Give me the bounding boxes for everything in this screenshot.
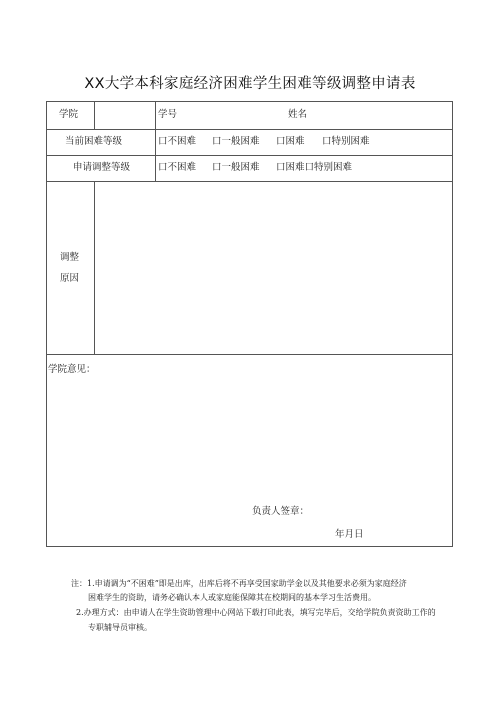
note-line-2: 困难学生的资助，请务必确认本人或家庭能保障其在校期间的基本学习生活费用。 [88, 593, 376, 602]
college-input[interactable] [95, 103, 154, 128]
application-form-table [46, 101, 453, 547]
college-opinion-label: 学院意见： [48, 364, 96, 375]
current-option-special-difficulty[interactable]: 口特别困难 [322, 136, 370, 147]
reason-textarea[interactable] [95, 182, 452, 353]
apply-option-difficult-special[interactable]: 口困难口特别困难 [276, 162, 353, 173]
reason-label-line2: 原因 [60, 273, 80, 284]
name-label: 姓名 [288, 109, 308, 120]
college-label: 学院 [59, 109, 79, 120]
apply-level-label: 申请调整等级 [73, 162, 131, 173]
row-divider [47, 155, 452, 156]
student-id-label: 学号 [158, 109, 178, 120]
col-divider [155, 102, 156, 181]
apply-option-not-difficult[interactable]: 口不困难 [158, 162, 197, 173]
form-title: XX大学本科家庭经济困难学生困难等级调整申请表 [84, 76, 416, 92]
reason-label-line1: 调整 [60, 252, 80, 263]
note-line-1: 注：1.申请调为“不困难”即是出库，出库后将不再享受国家助学金以及其他要求必须为家庭经济 [71, 579, 407, 588]
current-level-label: 当前困难等级 [65, 136, 123, 147]
date-label: 年月日 [335, 529, 364, 540]
current-option-difficult[interactable]: 口困难 [276, 136, 305, 147]
student-id-input[interactable] [177, 103, 287, 128]
current-option-not-difficult[interactable]: 口不困难 [158, 136, 197, 147]
note-line-4: 专职辅导员审核。 [88, 623, 152, 632]
row-divider [47, 354, 452, 355]
current-option-general-difficulty[interactable]: 口一般困难 [212, 136, 260, 147]
row-divider [47, 129, 452, 130]
name-input[interactable] [309, 103, 449, 128]
college-opinion-textarea[interactable] [48, 380, 451, 500]
apply-option-general-difficulty[interactable]: 口一般困难 [212, 162, 260, 173]
note-line-3: 2.办理方式：由申请人在学生资助管理中心网站下载打印此表，填写完毕后，交给学院负责资助工作的 [76, 608, 436, 617]
signature-label: 负责人签章： [252, 506, 310, 517]
